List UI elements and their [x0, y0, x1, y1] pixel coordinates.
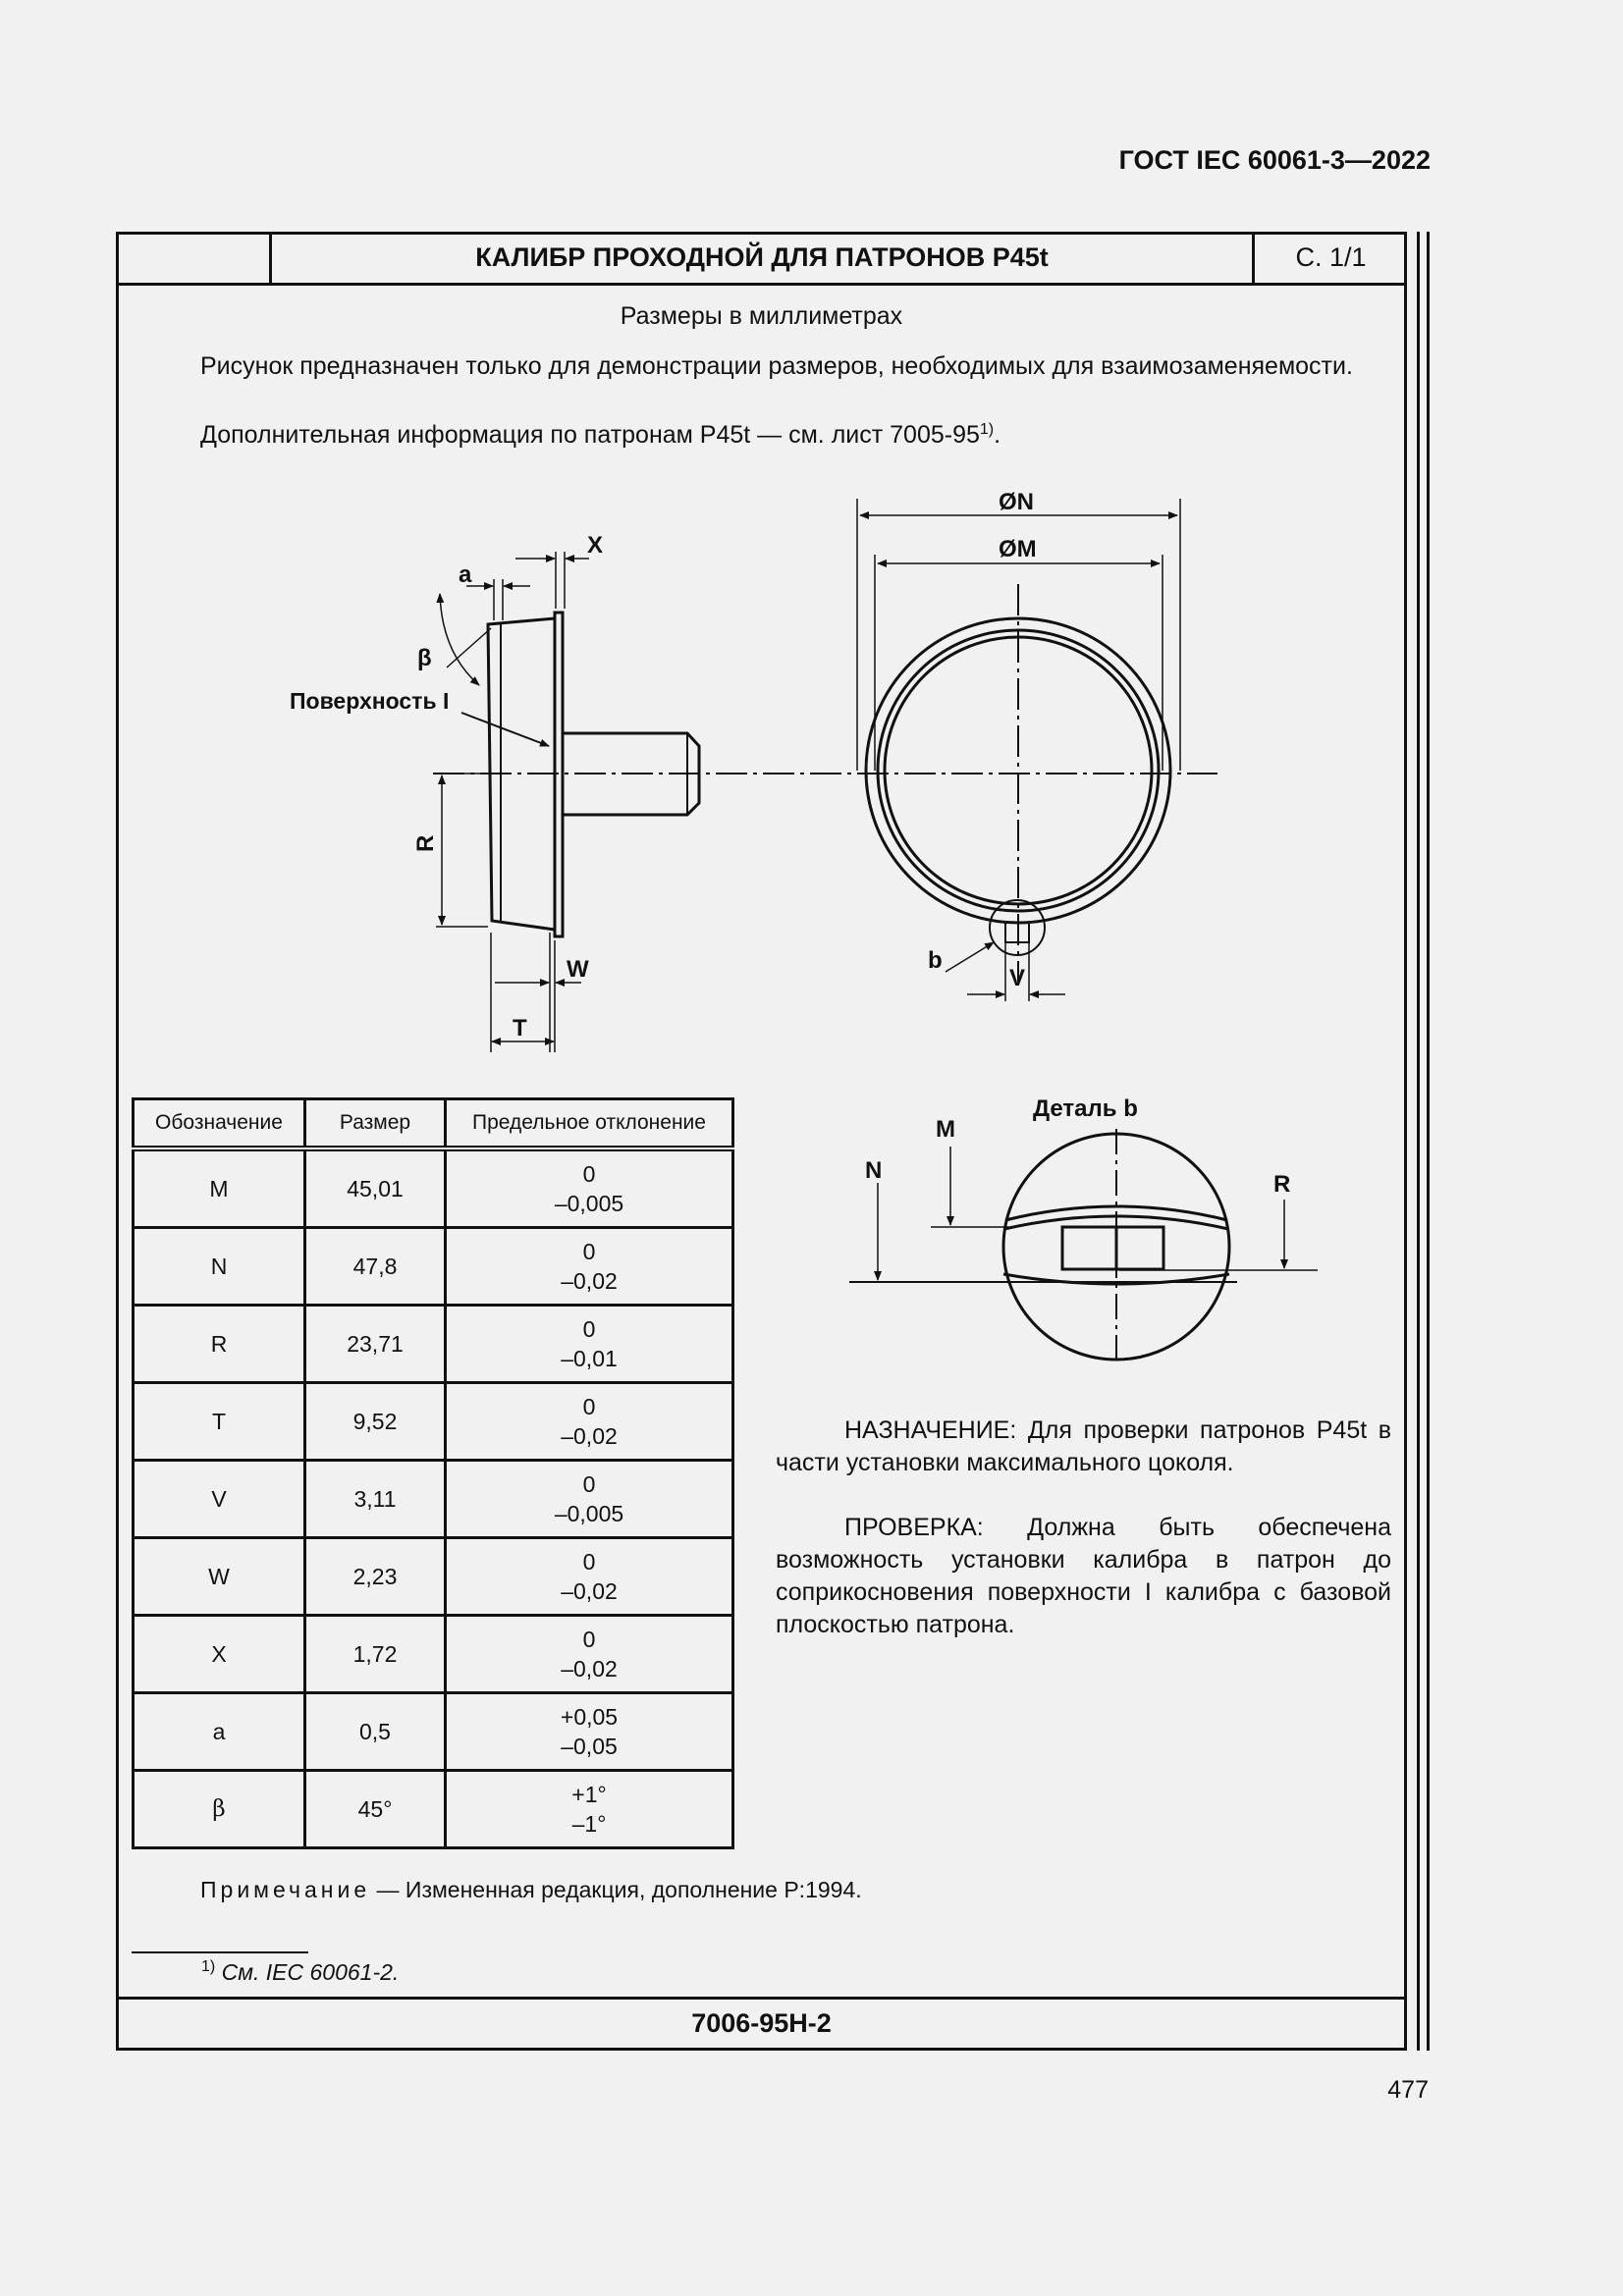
- tolerance-upper: 0: [582, 1394, 596, 1419]
- detail-title: Деталь b: [1033, 1095, 1138, 1122]
- dimensions-table: [132, 1097, 734, 1849]
- label-dm: ØM: [999, 536, 1037, 562]
- column-header: Предельное отклонение: [446, 1099, 733, 1149]
- tolerance-lower: –0,01: [561, 1346, 618, 1371]
- column-header: Обозначение: [134, 1099, 305, 1149]
- table-row: [134, 1148, 733, 1228]
- table-row: [134, 1306, 733, 1383]
- detail-label-r: R: [1273, 1171, 1291, 1198]
- symbol-cell: β: [134, 1771, 305, 1848]
- tolerance-lower: –0,02: [561, 1656, 618, 1682]
- size-cell: 1,72: [305, 1616, 446, 1693]
- note-label: Примечание: [200, 1877, 371, 1902]
- sheet-number: С. 1/1: [1295, 242, 1367, 272]
- footnote-divider: [132, 1951, 308, 1953]
- tolerance-lower: –1°: [571, 1811, 607, 1837]
- tolerance-cell: [446, 1148, 733, 1228]
- size-cell: 0,5: [305, 1693, 446, 1771]
- tolerance-lower: –0,02: [561, 1423, 618, 1449]
- tolerance-upper: 0: [582, 1627, 596, 1652]
- detail-label-n: N: [865, 1157, 883, 1184]
- reference-end: .: [994, 421, 1001, 449]
- sheet-title: КАЛИБР ПРОХОДНОЙ ДЛЯ ПАТРОНОВ P45t: [475, 242, 1049, 272]
- symbol-cell: N: [134, 1228, 305, 1306]
- tolerance-upper: +0,05: [560, 1704, 619, 1730]
- table-row: [134, 1693, 733, 1771]
- table-row: [134, 1383, 733, 1461]
- size-cell: 2,23: [305, 1538, 446, 1616]
- symbol-cell: T: [134, 1383, 305, 1461]
- label-beta: β: [417, 645, 432, 671]
- detail-b-view: [849, 1129, 1318, 1364]
- symbol-cell: a: [134, 1693, 305, 1771]
- tolerance-cell: [446, 1616, 733, 1693]
- label-r: R: [412, 834, 439, 852]
- tolerance-cell: [446, 1461, 733, 1538]
- footnote-text: См. IEC 60061-2.: [221, 1959, 400, 1985]
- tolerance-upper: 0: [582, 1316, 596, 1342]
- tolerance-cell: [446, 1771, 733, 1848]
- footnote-mark: 1): [201, 1958, 216, 1975]
- note-text: — Измененная редакция, дополнение P:1994.: [370, 1877, 862, 1902]
- table-row: [134, 1616, 733, 1693]
- label-v: V: [1009, 965, 1026, 991]
- tolerance-lower: –0,005: [554, 1501, 624, 1526]
- label-t: T: [513, 1015, 527, 1041]
- tolerance-upper: 0: [582, 1161, 596, 1187]
- standard-number: ГОСТ IEC 60061-3—2022: [1118, 145, 1431, 175]
- purpose-paragraph: НАЗНАЧЕНИЕ: Для проверки патронов P45t в части установки максимального цоколя.: [776, 1416, 1391, 1476]
- reference-text: Дополнительная информация по патронам P45t — см. лист 7005-95: [200, 421, 980, 449]
- label-x: X: [587, 532, 604, 559]
- tolerance-cell: [446, 1383, 733, 1461]
- label-b: b: [928, 947, 943, 974]
- tolerance-upper: +1°: [571, 1782, 607, 1807]
- tolerance-lower: –0,005: [554, 1191, 624, 1216]
- sheet-code: 7006-95H-2: [691, 2008, 832, 2038]
- tolerance-cell: [446, 1538, 733, 1616]
- side-view: [433, 552, 1217, 1052]
- note: [200, 1877, 862, 1903]
- size-cell: 45,01: [305, 1148, 446, 1228]
- size-cell: 45°: [305, 1771, 446, 1848]
- label-surface: Поверхность I: [290, 688, 450, 714]
- check-paragraph: ПРОВЕРКА: Должна быть обеспечена возможность установки калибра в патрон до соприкосновения поверхности I калибра с базовой плоскостью патрона.: [776, 1514, 1391, 1638]
- label-a: a: [459, 561, 472, 588]
- size-cell: 47,8: [305, 1228, 446, 1306]
- symbol-cell: V: [134, 1461, 305, 1538]
- tolerance-lower: –0,02: [561, 1268, 618, 1294]
- size-cell: 9,52: [305, 1383, 446, 1461]
- table-row: [134, 1771, 733, 1848]
- symbol-cell: M: [134, 1148, 305, 1228]
- symbol-cell: R: [134, 1306, 305, 1383]
- table-row: [134, 1461, 733, 1538]
- footer-divider: [116, 1997, 1407, 2000]
- tolerance-cell: [446, 1306, 733, 1383]
- tolerance-upper: 0: [582, 1239, 596, 1264]
- tolerance-lower: –0,02: [561, 1578, 618, 1604]
- tolerance-upper: 0: [582, 1471, 596, 1497]
- column-header: Размер: [305, 1099, 446, 1149]
- tolerance-upper: 0: [582, 1549, 596, 1575]
- label-w: W: [567, 956, 589, 983]
- table-header-row: [134, 1099, 733, 1149]
- page-number: 477: [1387, 2076, 1429, 2104]
- label-dn: ØN: [999, 489, 1034, 515]
- units-note: Размеры в миллиметрах: [620, 302, 903, 330]
- table-row: [134, 1228, 733, 1306]
- tolerance-cell: [446, 1228, 733, 1306]
- table-row: [134, 1538, 733, 1616]
- size-cell: 3,11: [305, 1461, 446, 1538]
- tolerance-cell: [446, 1693, 733, 1771]
- symbol-cell: X: [134, 1616, 305, 1693]
- symbol-cell: W: [134, 1538, 305, 1616]
- footnote: [201, 1959, 399, 1986]
- detail-label-m: M: [936, 1116, 955, 1143]
- tolerance-lower: –0,05: [561, 1734, 618, 1759]
- front-view: [857, 499, 1180, 1001]
- intro-paragraph: Рисунок предназначен только для демонстрации размеров, необходимых для взаимозаменяемости.: [200, 352, 1353, 380]
- size-cell: 23,71: [305, 1306, 446, 1383]
- footnote-ref: 1): [979, 421, 995, 438]
